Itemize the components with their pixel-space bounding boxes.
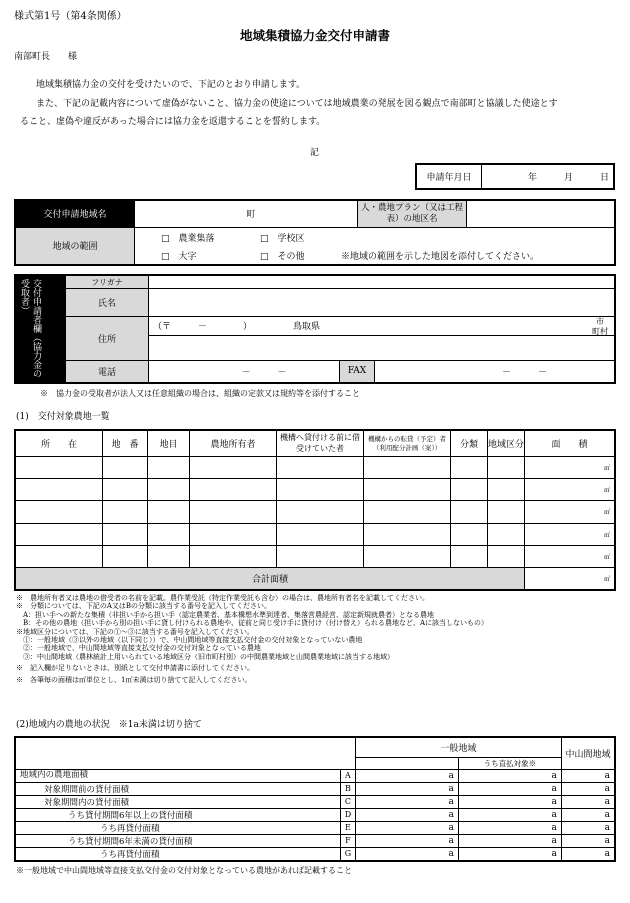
intro-paragraph-1: 地域集積協力金の交付を受けたいので、下記のとおり申請します。 xyxy=(36,80,306,90)
status-table xyxy=(14,736,616,862)
note-8: ③：中山間地域（農林統計上用いられている地域区分（旧市町村別）の中間農業地域と山間農業地域に該当する地域） xyxy=(16,652,394,661)
mountain-cell[interactable]: a xyxy=(561,834,615,847)
date-table xyxy=(415,163,615,190)
total-label: 合計面積 xyxy=(15,568,525,590)
note-2: ※ 分類については、下記のA又はBの分類に該当する番号を記入してください。 xyxy=(16,602,272,611)
address-divider xyxy=(149,335,614,336)
row-label: うち貸付期間6年未満の貸付面積 xyxy=(15,834,340,847)
cell[interactable] xyxy=(190,479,277,501)
fax-value: － － xyxy=(501,367,547,378)
row-key: D xyxy=(340,808,355,821)
note-3: A：担い手への新たな集積（非担い手から担い手（認定農業者、基本構想水準到達者、集落営農経営、認定新規就農者）となる農地 xyxy=(16,610,435,619)
cell[interactable] xyxy=(148,545,190,567)
cell[interactable] xyxy=(277,479,364,501)
col-prior-lessee: 機構へ貸付ける前に借受けていた者 xyxy=(277,430,364,456)
region-table xyxy=(14,199,616,266)
row-key: B xyxy=(340,782,355,795)
applicant-side-label: 交付申請者欄（協力金の受取者） xyxy=(19,279,41,378)
city-suffix-a: 市 xyxy=(596,317,604,327)
direct-cell[interactable]: a xyxy=(458,834,561,847)
furigana-input[interactable] xyxy=(149,275,616,289)
col-owner: 農地所有者 xyxy=(190,430,277,456)
col-lot-number: 地 番 xyxy=(103,430,148,456)
row-label: うち再貸付面積 xyxy=(15,821,340,834)
cell[interactable] xyxy=(15,501,103,523)
mountain-cell[interactable]: a xyxy=(561,847,615,861)
page-title: 地域集積協力金交付申請書 xyxy=(239,28,390,43)
area-label: 交付申請地域名 xyxy=(15,200,135,227)
note-4: B：その他の農地（担い手から別の担い手に貸し付けられる農地や、従前と同じ受け手に貸付け（付け替え）られる農地など、Aに該当しないもの） xyxy=(16,619,489,628)
cell[interactable] xyxy=(190,545,277,567)
direct-cell[interactable]: a xyxy=(458,808,561,821)
area-cell[interactable]: ㎡ xyxy=(525,501,616,523)
row-key: E xyxy=(340,821,355,834)
city-suffix xyxy=(592,317,608,337)
cell[interactable] xyxy=(488,456,525,478)
area-cell[interactable]: ㎡ xyxy=(525,456,616,478)
direct-cell[interactable]: a xyxy=(458,847,561,861)
cell[interactable] xyxy=(451,479,488,501)
section2-title: (2)地域内の農地の状況 ※1a未満は切り捨て xyxy=(16,720,202,730)
col-general-blank xyxy=(355,757,458,769)
name-input[interactable] xyxy=(149,289,616,317)
row-label: うち再貸付面積 xyxy=(15,847,340,861)
cell[interactable] xyxy=(15,523,103,545)
section2-footnote: ※一般地域で中山間地域等直接支払交付金の交付対象となっている農地があれば記載すること xyxy=(16,866,352,875)
general-cell[interactable]: a xyxy=(355,847,458,861)
phone-input[interactable] xyxy=(149,360,340,383)
cell[interactable] xyxy=(364,479,451,501)
date-input[interactable]: 年 月 日 xyxy=(482,164,615,189)
note-5: ※地域区分については、下記の①～③に該当する番号を記入してください。 xyxy=(16,627,254,636)
cell[interactable] xyxy=(103,523,148,545)
phone-label: 電話 xyxy=(65,360,149,383)
row-label: 地域内の農地面積 xyxy=(15,769,340,782)
cell[interactable] xyxy=(488,523,525,545)
direct-cell[interactable]: a xyxy=(458,769,561,782)
note-6: ①：一般地域（③以外の地域（以下同じ））で、中山間地域等直接支払交付金の交付対象となっていない農地 xyxy=(16,635,363,644)
row-key: A xyxy=(340,769,355,782)
direct-cell[interactable]: a xyxy=(458,782,561,795)
cell[interactable] xyxy=(103,479,148,501)
name-label: 氏名 xyxy=(65,289,149,317)
note-1: ※ 農地所有者又は農地の借受者の名前を記載。農作業受託（特定作業受託も含む）の場合は、農地所有者名を記載してください。 xyxy=(16,594,429,602)
cell[interactable] xyxy=(103,545,148,567)
cell[interactable] xyxy=(277,501,364,523)
cell[interactable] xyxy=(277,456,364,478)
row-key: C xyxy=(340,795,355,808)
scope-option-school[interactable]: □ 学校区 xyxy=(260,233,305,244)
row-label: 対象期間前の貸付面積 xyxy=(15,782,340,795)
table-row xyxy=(15,456,615,478)
address-input[interactable] xyxy=(149,317,616,361)
direct-cell[interactable]: a xyxy=(458,795,561,808)
col-mountain: 中山間地域 xyxy=(561,737,615,769)
mountain-cell[interactable]: a xyxy=(561,795,615,808)
row-key: F xyxy=(340,834,355,847)
cell[interactable] xyxy=(488,545,525,567)
date-label: 申請年月日 xyxy=(416,164,482,189)
table-row xyxy=(15,523,615,545)
col-area: 面 積 xyxy=(525,430,616,456)
scope-option-other[interactable]: □ その他 xyxy=(260,251,305,262)
prefecture: 鳥取県 xyxy=(293,322,321,333)
cell[interactable] xyxy=(277,545,364,567)
farmland-table xyxy=(14,429,616,591)
form-number: 様式第1号（第4条関係） xyxy=(14,11,127,22)
general-cell[interactable]: a xyxy=(355,795,458,808)
col-classification: 分類 xyxy=(451,430,488,456)
note-10: ※ 各筆毎の面積は㎡単位とし、1㎡未満は切り捨てて記入してください。 xyxy=(16,675,252,684)
cell[interactable] xyxy=(15,545,103,567)
section1-notes xyxy=(16,594,616,684)
applicant-note: ※ 協力金の受取者が法人又は任意組織の場合は、組織の定款又は規約等を添付すること xyxy=(40,389,360,398)
fax-input[interactable] xyxy=(375,360,616,383)
cell[interactable] xyxy=(364,501,451,523)
col-direct: うち直払対象※ xyxy=(458,757,561,769)
general-cell[interactable]: a xyxy=(355,808,458,821)
general-cell[interactable]: a xyxy=(355,782,458,795)
area-cell[interactable]: ㎡ xyxy=(525,523,616,545)
status-corner xyxy=(15,737,355,769)
cell[interactable] xyxy=(364,456,451,478)
row-label: 対象期間内の貸付面積 xyxy=(15,795,340,808)
general-cell[interactable]: a xyxy=(355,821,458,834)
mountain-cell[interactable]: a xyxy=(561,808,615,821)
scope-options xyxy=(135,227,616,265)
cell[interactable] xyxy=(190,456,277,478)
cell[interactable] xyxy=(451,501,488,523)
address-label: 住所 xyxy=(65,317,149,361)
general-cell[interactable]: a xyxy=(355,834,458,847)
col-location: 所 在 xyxy=(15,430,103,456)
area-cell[interactable]: ㎡ xyxy=(525,479,616,501)
cell[interactable] xyxy=(103,501,148,523)
intro-paragraph-2b: ること、虚偽や違反があった場合には協力金を返還することを誓約します。 xyxy=(20,117,326,127)
col-sublessee: 機構からの転貸（予定）者（利用配分計画（案）） xyxy=(364,430,451,456)
cell[interactable] xyxy=(15,479,103,501)
city-suffix-b: 町村 xyxy=(592,327,608,337)
direct-cell[interactable]: a xyxy=(458,821,561,834)
plan-input[interactable] xyxy=(467,200,616,227)
cell[interactable] xyxy=(451,545,488,567)
row-key: G xyxy=(340,847,355,861)
section1-title: (1) 交付対象農地一覧 xyxy=(16,412,110,422)
cell[interactable] xyxy=(190,523,277,545)
plan-label: 人・農地プラン（又は工程表）の地区名 xyxy=(358,200,467,227)
cell[interactable] xyxy=(277,523,364,545)
col-region-class: 地域区分 xyxy=(488,430,525,456)
col-general: 一般地域 xyxy=(355,737,561,757)
cell[interactable] xyxy=(15,456,103,478)
phone-value: － － xyxy=(241,367,287,378)
mountain-cell[interactable]: a xyxy=(561,769,615,782)
fax-label: FAX xyxy=(340,360,375,383)
addressee: 南部町長 様 xyxy=(14,52,78,62)
farmland-header-row xyxy=(15,430,615,456)
table-row xyxy=(15,545,615,567)
total-row xyxy=(15,568,615,590)
cell[interactable] xyxy=(148,456,190,478)
scope-option-village[interactable]: □ 農業集落 xyxy=(161,233,215,244)
cell[interactable] xyxy=(451,456,488,478)
cell[interactable] xyxy=(364,523,451,545)
scope-note: ※地域の範囲を示した地図を添付してください。 xyxy=(341,251,540,262)
general-cell[interactable]: a xyxy=(355,769,458,782)
area-cell[interactable]: ㎡ xyxy=(525,545,616,567)
cell[interactable] xyxy=(364,545,451,567)
cell[interactable] xyxy=(148,501,190,523)
cell[interactable] xyxy=(190,501,277,523)
applicant-table xyxy=(64,274,616,384)
row-label: うち貸付期間6年以上の貸付面積 xyxy=(15,808,340,821)
note-7: ②：一般地域で、中山間地域等直接支払交付金の交付対象となっている農地 xyxy=(16,644,261,653)
applicant-side-bar xyxy=(14,274,46,384)
mountain-cell[interactable]: a xyxy=(561,821,615,834)
mountain-cell[interactable]: a xyxy=(561,782,615,795)
cell[interactable] xyxy=(488,501,525,523)
col-land-category: 地目 xyxy=(148,430,190,456)
scope-option-oaza[interactable]: □ 大字 xyxy=(161,251,197,262)
intro-paragraph-2a: また、下記の記載内容について虚偽がないこと、協力金の使途については地域農業の発展を図る観点で南部町と協議した使途とす xyxy=(36,99,558,109)
table-row xyxy=(15,479,615,501)
cell[interactable] xyxy=(148,523,190,545)
cell[interactable] xyxy=(148,479,190,501)
scope-label: 地域の範囲 xyxy=(15,227,135,265)
postal-code: （〒 － ） xyxy=(153,322,253,333)
cell[interactable] xyxy=(451,523,488,545)
total-area-cell[interactable]: ㎡ xyxy=(525,568,616,590)
note-9: ※ 記入欄が足りないときは、別紙として交付申請書に添付してください。 xyxy=(16,664,254,673)
furigana-label: フリガナ xyxy=(65,275,149,289)
cell[interactable] xyxy=(488,479,525,501)
ki-label: 記 xyxy=(310,148,320,158)
table-row xyxy=(15,501,615,523)
cell[interactable] xyxy=(103,456,148,478)
area-input[interactable] xyxy=(135,200,358,227)
area-suffix: 町 xyxy=(246,210,256,221)
